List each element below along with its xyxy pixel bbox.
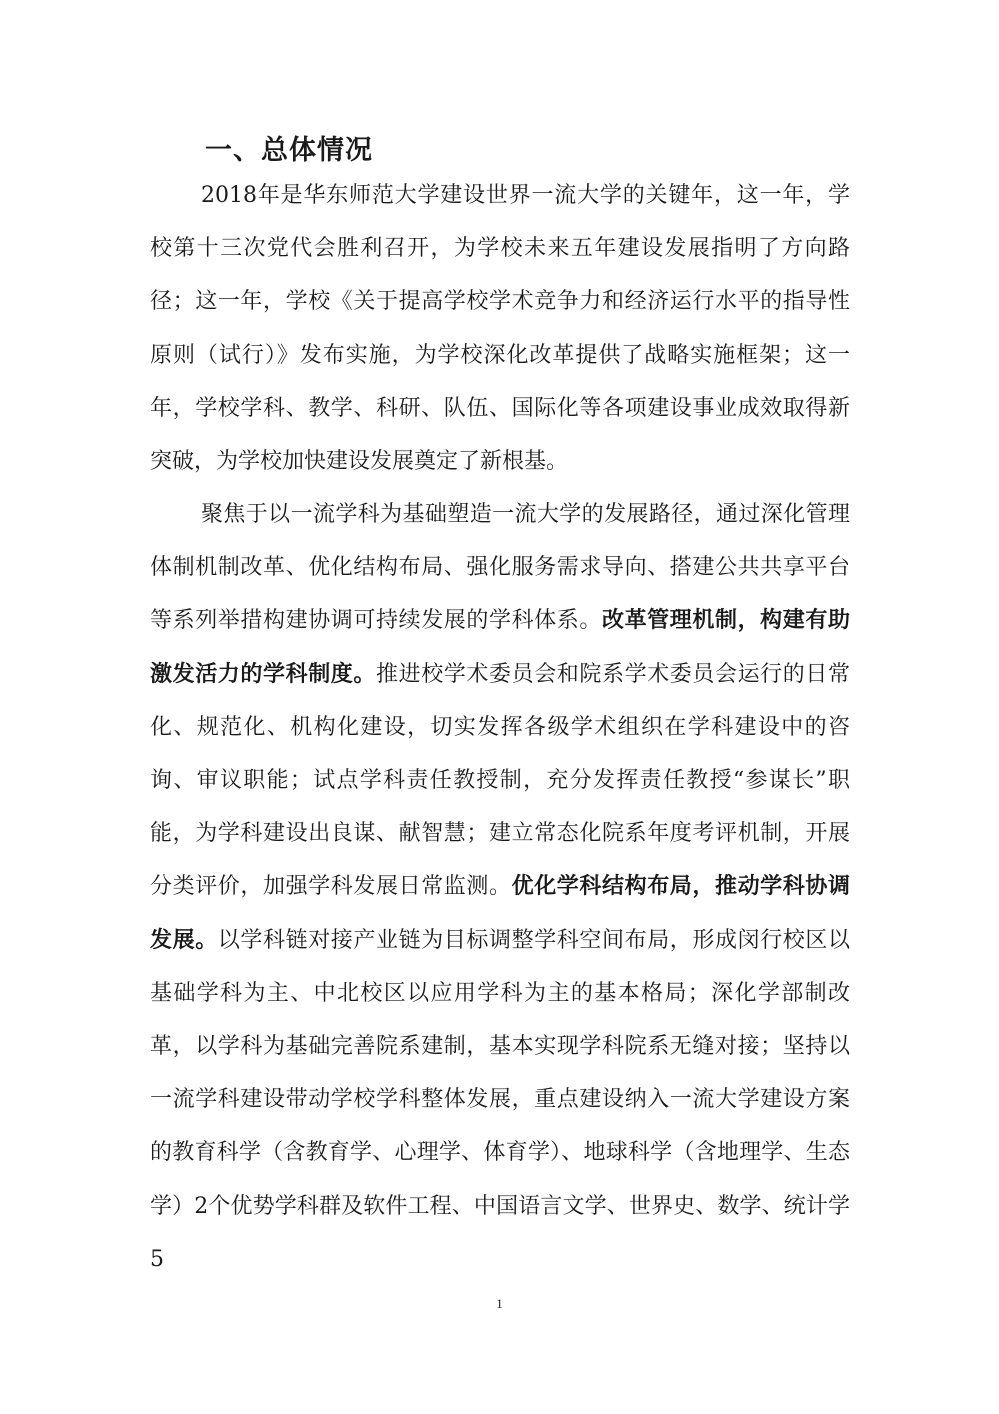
paragraph-overview [150,169,850,488]
paragraph-structure-text: 以学科链对接产业链为目标调整学科空间布局，形成闵行校区以基础学科为主、中北校区以应用学科为主的基本格局；深化学部制改革，以学科为基础完善院系建制，基本实现学科院系无缝对接；坚持以一流学科建设带动学校学科整体发展，重点建设纳入一流大学建设方案的教育科学（含教育学、心理学、体育学）、地球科学（含地理学、生态学）2个优势学科群及软件工程、中国语言文学、世界史、数学、统计学5 [150,927,850,1272]
paragraph-discipline-system [150,488,850,1286]
paragraph-text: 2018年是华东师范大学建设世界一流大学的关键年，这一年，学校第十三次党代会胜利召开，为学校未来五年建设发展指明了方向路径；这一年，学校《关于提高学校学术竞争力和经济运行水平的指导性原则（试行）》发布实施，为学校深化改革提供了战略实施框架；这一年，学校学科、教学、科研、队伍、国际化等各项建设事业成效取得新突破，为学校加快建设发展奠定了新根基。 [150,183,850,475]
page-number: 1 [496,1296,503,1311]
bold-lead-management: 改革管理机制，构建有助激发活力的学科制度。 [150,608,850,687]
bold-lead-structure: 优化学科结构布局，推动学科协调发展。 [150,874,850,953]
section-heading: 一、总体情况 [205,135,373,166]
paragraph-management-text: 推进校学术委员会和院系学术委员会运行的日常化、规范化、机构化建设，切实发挥各级学术组织在学科建设中的咨询、审议职能；试点学科责任教授制，充分发挥责任教授“参谋长”职能，为学科建设出良谋、献智慧；建立常态化院系年度考评机制，开展分类评价，加强学科发展日常监测。 [150,661,850,900]
paragraph-intro: 聚焦于以一流学科为基础塑造一流大学的发展路径，通过深化管理体制机制改革、优化结构布局、强化服务需求导向、搭建公共共享平台等系列举措构建协调可持续发展的学科体系。 [150,502,850,634]
